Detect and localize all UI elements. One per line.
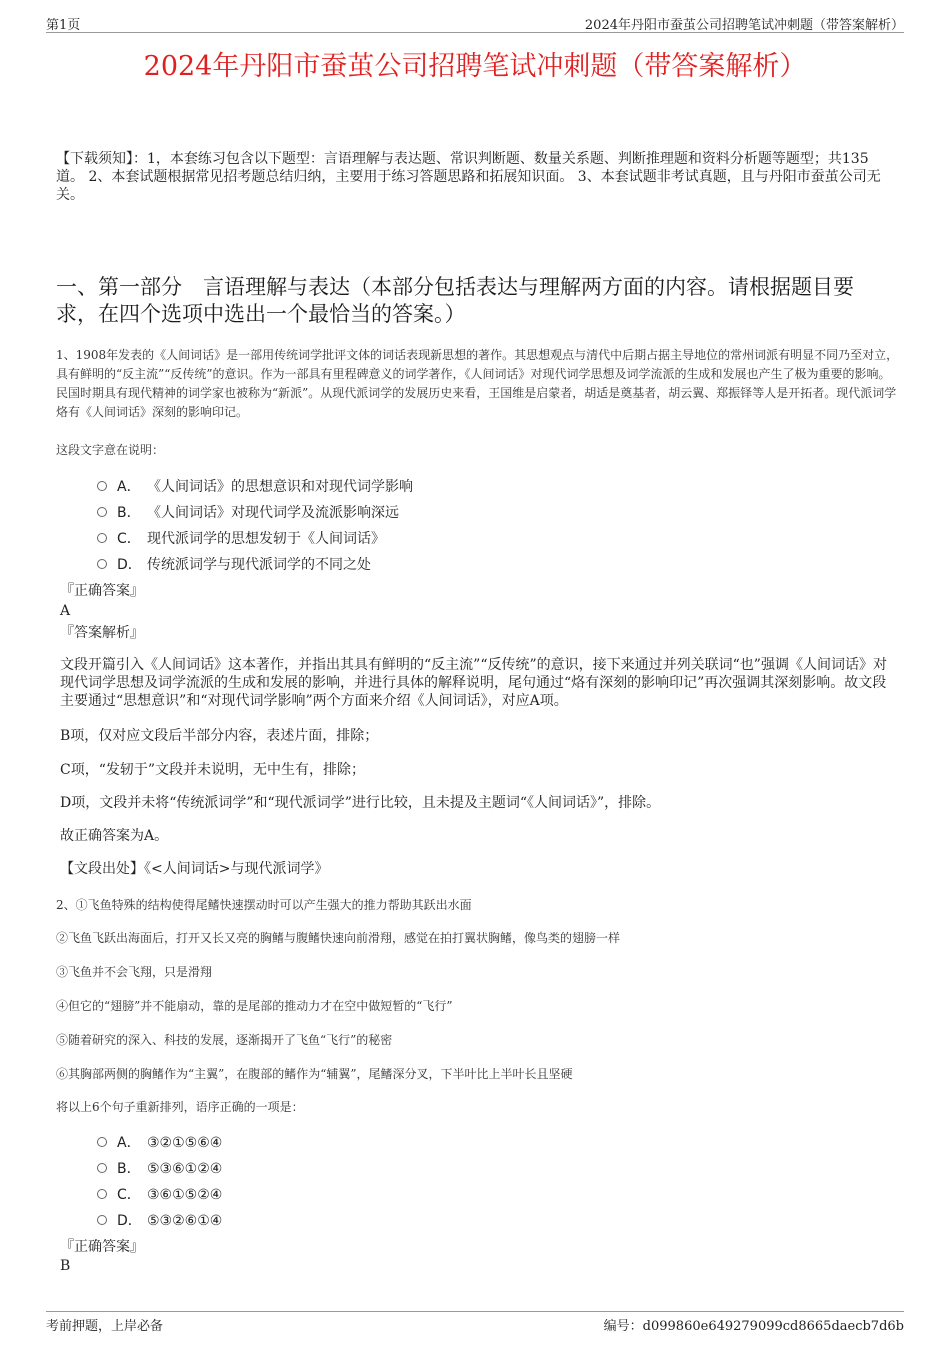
- header-doc-title: 2024年丹阳市蚕茧公司招聘笔试冲刺题（带答案解析）: [584, 18, 904, 33]
- q2-answer: B: [60, 1258, 71, 1274]
- q2-answer-label: 『正确答案』: [60, 1239, 144, 1255]
- q2-prompt: 将以上6个句子重新排列，语序正确的一项是：: [56, 1100, 304, 1114]
- footer-slogan: 考前押题，上岸必备: [46, 1319, 164, 1334]
- q1-answer: A: [60, 603, 71, 619]
- radio-icon[interactable]: [97, 1189, 107, 1199]
- q2-sentence: ④但它的“翅膀”并不能扇动，靠的是尾部的推动力才在空中做短暂的“飞行”: [56, 999, 453, 1013]
- radio-icon[interactable]: [97, 559, 107, 569]
- q1-prompt: 这段文字意在说明：: [56, 443, 165, 457]
- q1-stem: 1、1908年发表的《人间词话》是一部用传统词学批评文体的词话表现新思想的著作。其思想观点与清代中后期占据主导地位的常州词派有明显不同乃至对立，具有鲜明的“反主流”“反传统”的意识。作为一部具有里程碑意义的词学著作，《人间词话》对现代词学思想及词学流派的生成和发展也产生了极为重要的影响。民国时期具有现代精神的词学家也被称为“新派”。从现代派词学的发展历史来看，王国维是启蒙者，胡适是奠基者，胡云翼、郑振铎等人是开拓者。现代派词学烙有《人间词话》深刻的影响印记。: [56, 348, 899, 419]
- page-header: [46, 12, 904, 33]
- q2-option-b[interactable]: B． ⑤③⑥①②④: [97, 1160, 222, 1178]
- download-notice: 【下载须知】：1，本套练习包含以下题型：言语理解与表达题、常识判断题、数量关系题、判断推理题和资料分析题等题型；共135道。 2、本套试题根据常见招考题总结归纳，主要用于练习答题思路和拓展知识面。 3、本套试题非考试真题，且与丹阳市蚕茧公司无关。: [56, 151, 881, 203]
- q1-option-b[interactable]: B． 《人间词话》对现代词学及流派影响深远: [97, 504, 399, 522]
- radio-icon[interactable]: [97, 533, 107, 543]
- q1-analysis-paragraph: B项，仅对应文段后半部分内容，表述片面，排除；: [60, 728, 379, 744]
- q1-analysis-paragraph: 故正确答案为A。: [60, 828, 169, 844]
- q1-option-a[interactable]: A． 《人间词话》的思想意识和对现代词学影响: [97, 478, 413, 496]
- radio-icon[interactable]: [97, 481, 107, 491]
- q1-analysis-paragraph: D项，文段并未将“传统派词学”和“现代派词学”进行比较，且未提及主题词“《人间词话》”，排除。: [60, 795, 661, 811]
- section-title: 一、第一部分 言语理解与表达（本部分包括表达与理解两方面的内容。请根据题目要求，在四个选项中选出一个最恰当的答案。）: [56, 275, 854, 326]
- q1-option-c[interactable]: C． 现代派词学的思想发轫于《人间词话》: [97, 530, 385, 548]
- radio-icon[interactable]: [97, 1137, 107, 1147]
- page-number: 第1页: [46, 18, 81, 33]
- q2-option-d[interactable]: D． ⑤③②⑥①④: [97, 1212, 222, 1230]
- radio-icon[interactable]: [97, 1163, 107, 1173]
- radio-icon[interactable]: [97, 1215, 107, 1225]
- footer-doc-id: 编号：d099860e649279099cd8665daecb7d6b: [603, 1319, 904, 1334]
- q1-source: 【文段出处】《<人间词话>与现代派词学》: [60, 861, 329, 877]
- q1-analysis-label: 『答案解析』: [60, 625, 144, 641]
- radio-icon[interactable]: [97, 507, 107, 517]
- q2-sentence: ⑤随着研究的深入、科技的发展，逐渐揭开了飞鱼“飞行”的秘密: [56, 1033, 393, 1047]
- q2-sentence: ③飞鱼并不会飞翔，只是滑翔: [56, 965, 213, 979]
- q2-option-a[interactable]: A． ③②①⑤⑥④: [97, 1134, 222, 1152]
- q1-analysis-paragraph: C项，“发轫于”文段并未说明，无中生有，排除；: [60, 762, 366, 778]
- q2-sentence: ⑥其胸部两侧的胸鳍作为“主翼”，在腹部的鳍作为“辅翼”，尾鳍深分叉，下半叶比上半叶长且坚硬: [56, 1067, 573, 1081]
- q1-option-d[interactable]: D． 传统派词学与现代派词学的不同之处: [97, 556, 371, 574]
- q2-option-c[interactable]: C． ③⑥①⑤②④: [97, 1186, 222, 1204]
- document-title: 2024年丹阳市蚕茧公司招聘笔试冲刺题（带答案解析）: [143, 51, 807, 82]
- q1-analysis-paragraph: 文段开篇引入《人间词话》这本著作，并指出其具有鲜明的“反主流”“反传统”的意识，接下来通过并列关联词“也”强调《人间词话》对现代词学思想及词学流派的生成和发展的影响，并进行具体的解释说明，尾句通过“烙有深刻的影响印记”再次强调其深刻影响。故文段主要通过“思想意识”和“对现代词学影响”两个方面来介绍《人间词话》，对应A项。: [60, 657, 887, 709]
- page-footer: [46, 1311, 904, 1334]
- q2-sentence: 2、①飞鱼特殊的结构使得尾鳍快速摆动时可以产生强大的推力帮助其跃出水面: [56, 898, 472, 912]
- q2-sentence: ②飞鱼飞跃出海面后，打开又长又亮的胸鳍与腹鳍快速向前滑翔，感觉在拍打翼状胸鳍，像鸟类的翅膀一样: [56, 931, 621, 945]
- q1-answer-label: 『正确答案』: [60, 583, 144, 599]
